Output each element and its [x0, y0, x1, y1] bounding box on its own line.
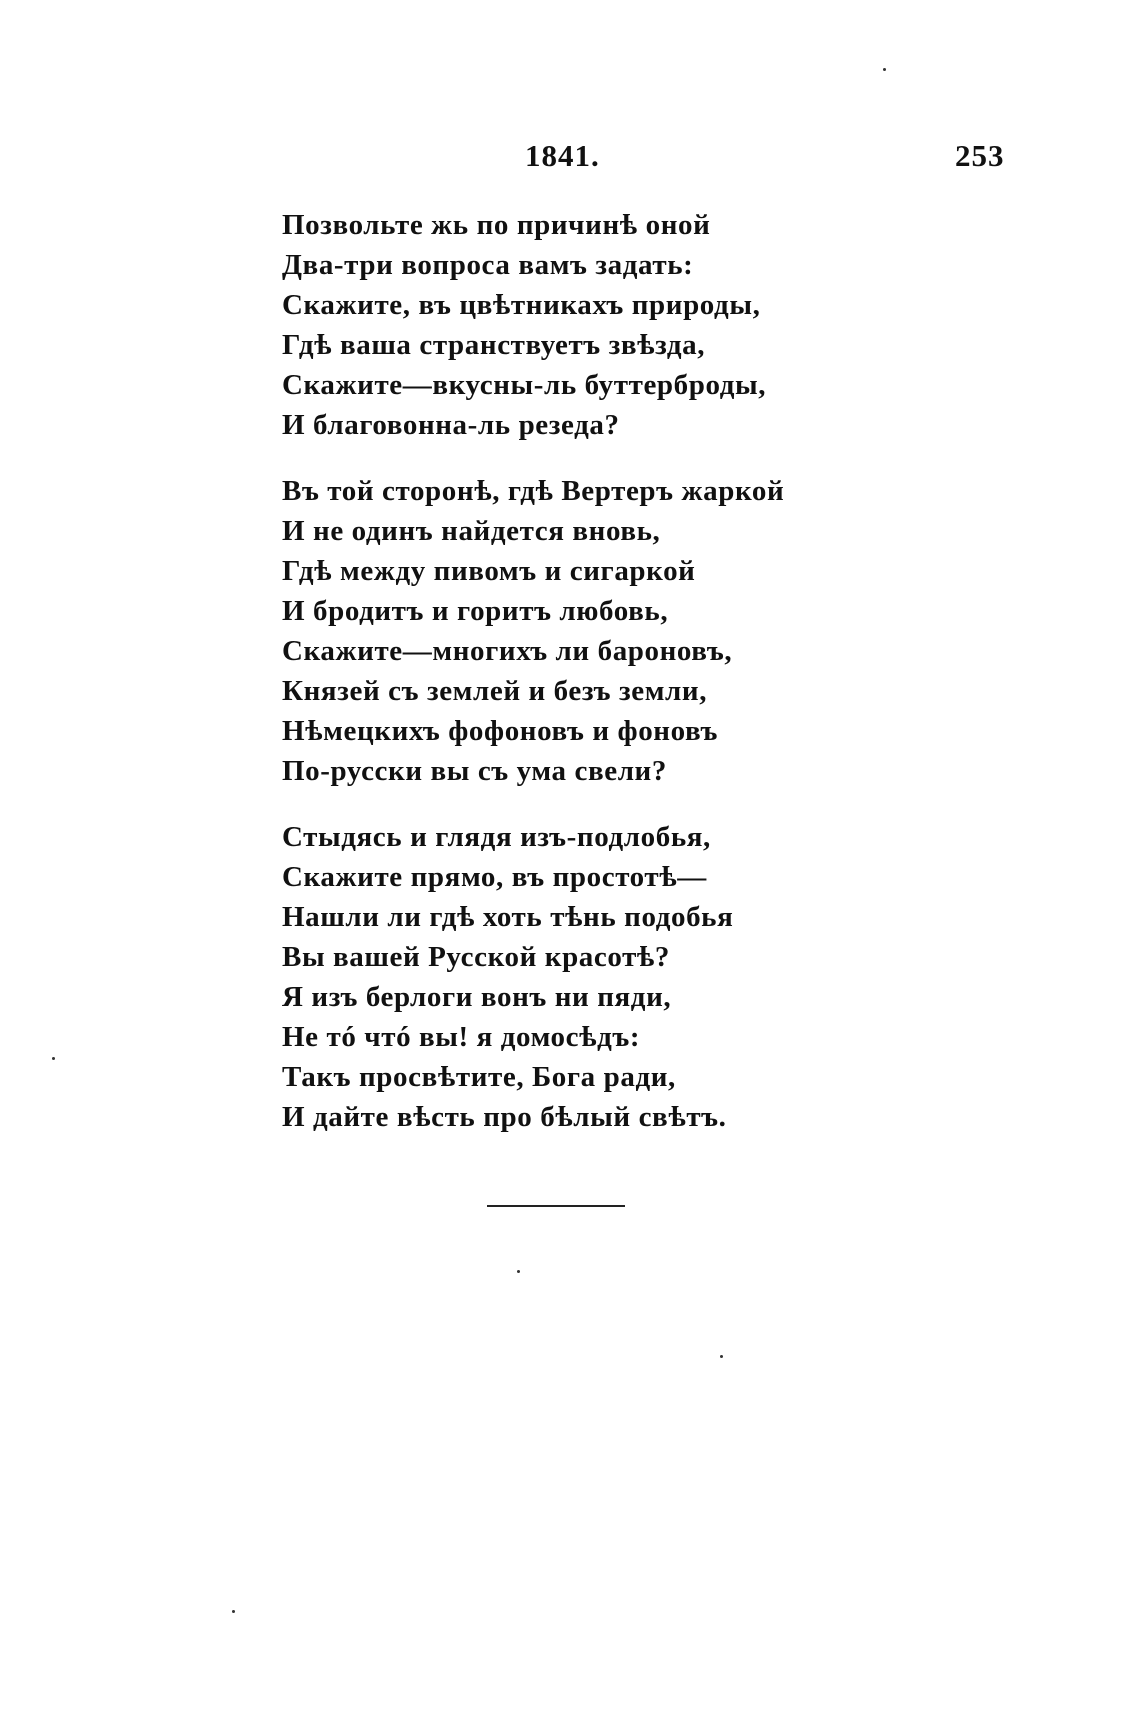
verse-line: Скажите прямо, въ простотѣ—	[282, 861, 707, 893]
verse-line: Нѣмецкихъ фофоновъ и фоновъ	[282, 715, 719, 747]
verse-line: И дайте вѣсть про бѣлый свѣтъ.	[282, 1101, 727, 1133]
scan-speck	[52, 1057, 55, 1060]
verse-line: Два-три вопроса вамъ задать:	[282, 249, 694, 281]
verse-line: Гдѣ между пивомъ и сигаркой	[282, 555, 696, 587]
verse-line: Вы вашей Русской красотѣ?	[282, 941, 671, 973]
verse-line: И благовонна-ль резеда?	[282, 409, 620, 441]
verse-line: Скажите—многихъ ли бароновъ,	[282, 635, 733, 667]
verse-line: По-русски вы съ ума свели?	[282, 755, 667, 787]
stanza-3	[282, 817, 922, 1137]
verse-line: Я изъ берлоги вонъ ни пяди,	[282, 981, 672, 1013]
end-rule	[487, 1205, 625, 1207]
verse-line: Позвольте жь по причинѣ оной	[282, 209, 711, 241]
poem	[282, 205, 922, 1137]
stanza-1	[282, 205, 922, 445]
verse-line: Князей съ землей и безъ земли,	[282, 675, 708, 707]
verse-line: Скажите, въ цвѣтникахъ природы,	[282, 289, 761, 321]
verse-line: Гдѣ ваша странствуетъ звѣзда,	[282, 329, 706, 361]
verse-line: Нашли ли гдѣ хоть тѣнь подобья	[282, 901, 734, 933]
verse-line: Въ той сторонѣ, гдѣ Вертеръ жаркой	[282, 475, 785, 507]
running-head-year: 1841.	[525, 138, 600, 173]
verse-line: И не одинъ найдется вновь,	[282, 515, 661, 547]
verse-line: Такъ просвѣтите, Бога ради,	[282, 1061, 676, 1093]
page-number: 253	[955, 138, 1005, 173]
verse-line: И бродитъ и горитъ любовь,	[282, 595, 669, 627]
scan-speck	[232, 1610, 235, 1613]
scan-speck	[517, 1270, 520, 1273]
scan-speck	[883, 68, 886, 71]
scan-speck	[720, 1355, 723, 1358]
verse-line: Скажите—вкусны-ль буттерброды,	[282, 369, 767, 401]
verse-line: Стыдясь и глядя изъ-подлобья,	[282, 821, 711, 853]
stanza-2	[282, 471, 922, 791]
verse-line: Не тó чтó вы! я домосѣдъ:	[282, 1021, 641, 1053]
